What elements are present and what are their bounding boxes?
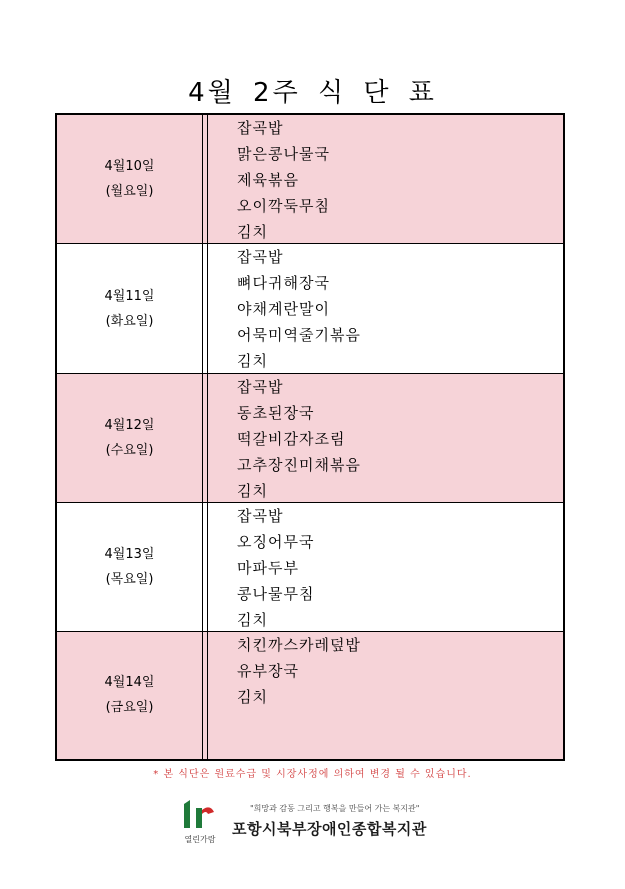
date-label: 4월14일 — [104, 674, 155, 690]
weekday-label: (수요일) — [105, 443, 154, 458]
dish-item: 김치 — [237, 223, 268, 241]
dish-item: 뼈다귀해장국 — [237, 274, 330, 292]
dish-list — [237, 115, 330, 245]
dish-item: 유부장국 — [237, 662, 299, 680]
dish-item: 제육볶음 — [237, 171, 299, 189]
date-cell — [57, 632, 202, 757]
dish-item: 김치 — [237, 611, 268, 629]
dish-item: 고추장진미채볶음 — [237, 456, 361, 474]
dish-item: 치킨까스카레덮밥 — [237, 636, 361, 654]
logo-text: 열린가람 — [184, 835, 216, 844]
dish-item: 어묵미역줄기볶음 — [237, 326, 361, 344]
dish-item: 오이깍둑무침 — [237, 197, 330, 215]
weekday-label: (월요일) — [105, 184, 154, 199]
day-row-monday — [57, 115, 563, 244]
double-divider — [202, 244, 208, 373]
dish-list — [237, 503, 314, 633]
day-row-thursday — [57, 503, 563, 632]
double-divider — [202, 503, 208, 631]
dish-item: 잡곡밥 — [237, 378, 284, 396]
date-label: 4월13일 — [104, 547, 155, 562]
dish-item: 맑은콩나물국 — [237, 145, 330, 163]
dish-list — [237, 632, 361, 710]
day-row-friday — [57, 632, 563, 759]
double-divider — [202, 374, 208, 502]
dish-item: 마파두부 — [237, 559, 299, 577]
footer-slogan: "희망과 감동 그리고 행복을 만들어 가는 복지관" — [250, 804, 420, 813]
menu-change-notice: * 본 식단은 원료수급 및 시장사정에 의하여 변경 될 수 있습니다. — [153, 769, 472, 780]
date-cell — [57, 244, 202, 373]
meal-table — [55, 113, 565, 761]
double-divider — [202, 115, 208, 243]
welfare-center-logo — [180, 798, 220, 846]
dish-item: 잡곡밥 — [237, 507, 284, 525]
weekday-label: (화요일) — [105, 313, 154, 329]
double-divider — [202, 632, 208, 759]
dish-list — [237, 374, 361, 504]
dish-item: 김치 — [237, 482, 268, 500]
weekday-label: (금요일) — [105, 699, 154, 715]
dish-item: 동초된장국 — [237, 404, 315, 422]
date-label: 4월11일 — [104, 288, 155, 304]
logo-stroke-green — [184, 800, 190, 828]
logo-stroke-green-2 — [196, 808, 202, 828]
dish-item: 김치 — [237, 352, 268, 370]
dish-item: 김치 — [237, 688, 268, 706]
date-cell — [57, 503, 202, 631]
weekday-label: (목요일) — [105, 572, 154, 587]
date-label: 4월10일 — [104, 159, 155, 174]
dish-item: 야채계란말이 — [237, 300, 330, 318]
day-row-wednesday — [57, 374, 563, 503]
dish-list — [237, 244, 361, 374]
dish-item: 콩나물무침 — [237, 585, 315, 603]
date-cell — [57, 374, 202, 502]
day-row-tuesday — [57, 244, 563, 374]
date-label: 4월12일 — [104, 418, 155, 433]
dish-item: 오징어무국 — [237, 533, 315, 551]
organization-name: 포항시북부장애인종합복지관 — [232, 820, 427, 838]
page-title: 4월 2주 식 단 표 — [188, 78, 437, 108]
dish-item: 잡곡밥 — [237, 119, 284, 137]
logo-stroke-red — [202, 807, 214, 814]
date-cell — [57, 115, 202, 243]
dish-item: 떡갈비감자조림 — [237, 430, 346, 448]
dish-item: 잡곡밥 — [237, 248, 284, 266]
